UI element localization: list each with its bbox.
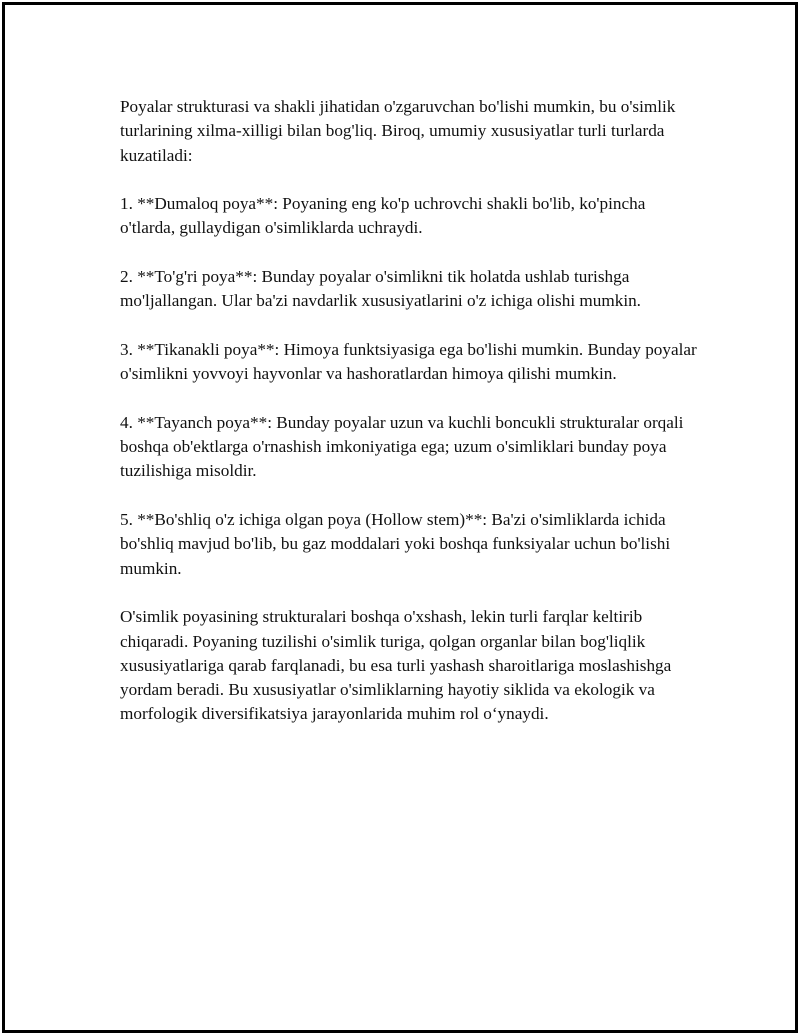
list-item-round-stem: 1. **Dumaloq poya**: Poyaning eng ko'p uchrovchi shakli bo'lib, ko'pincha o'tlarda, gullaydigan o'simliklarda uchraydi.	[120, 194, 646, 238]
conclusion-paragraph: O'simlik poyasining strukturalari boshqa o'xshash, lekin turli farqlar keltirib chiqaradi. Poyaning tuzilishi o'simlik turiga, qolgan organlar bilan bog'liqlik xususiyatlariga qarab farqlanadi, bu esa turli yashash sharoitlariga moslashishga yordam beradi. Bu xususiyatlar o'simliklarning hayotiy siklida va ekologik va morfologik diversifikatsiya jarayonlarida muhim rol o‘ynaydi.	[120, 607, 672, 724]
document-body	[120, 95, 700, 751]
intro-paragraph: Poyalar strukturasi va shakli jihatidan o'zgaruvchan bo'lishi mumkin, bu o'simlik turlarining xilma-xilligi bilan bog'liq. Biroq, umumiy xususiyatlar turli turlarda kuzatiladi:	[120, 97, 676, 165]
list-item-thorny-stem: 3. **Tikanakli poya**: Himoya funktsiyasiga ega bo'lishi mumkin. Bunday poyalar o'simlikni yovvoyi hayvonlar va hashoratlardan himoya qilishi mumkin.	[120, 339, 697, 384]
page-frame	[2, 2, 798, 1033]
list-item-straight-stem: 2. **To'g'ri poya**: Bunday poyalar o'simlikni tik holatda ushlab turishga mo'ljallangan. Ular ba'zi navdarlik xususiyatlarini o'z ichiga olishi mumkin.	[120, 267, 641, 311]
list-item-hollow-stem: 5. **Bo'shliq o'z ichiga olgan poya (Hollow stem)**: Ba'zi o'simliklarda ichida bo'shliq mavjud bo'lib, bu gaz moddalari yoki boshqa funksiyalar uchun bo'lishi mumkin.	[120, 510, 671, 578]
list-item-support-stem: 4. **Tayanch poya**: Bunday poyalar uzun va kuchli boncukli strukturalar orqali boshqa ob'ektlarga o'rnashish imkoniyatiga ega; uzum o'simliklari bunday poya tuzilishiga misoldir.	[120, 412, 684, 481]
